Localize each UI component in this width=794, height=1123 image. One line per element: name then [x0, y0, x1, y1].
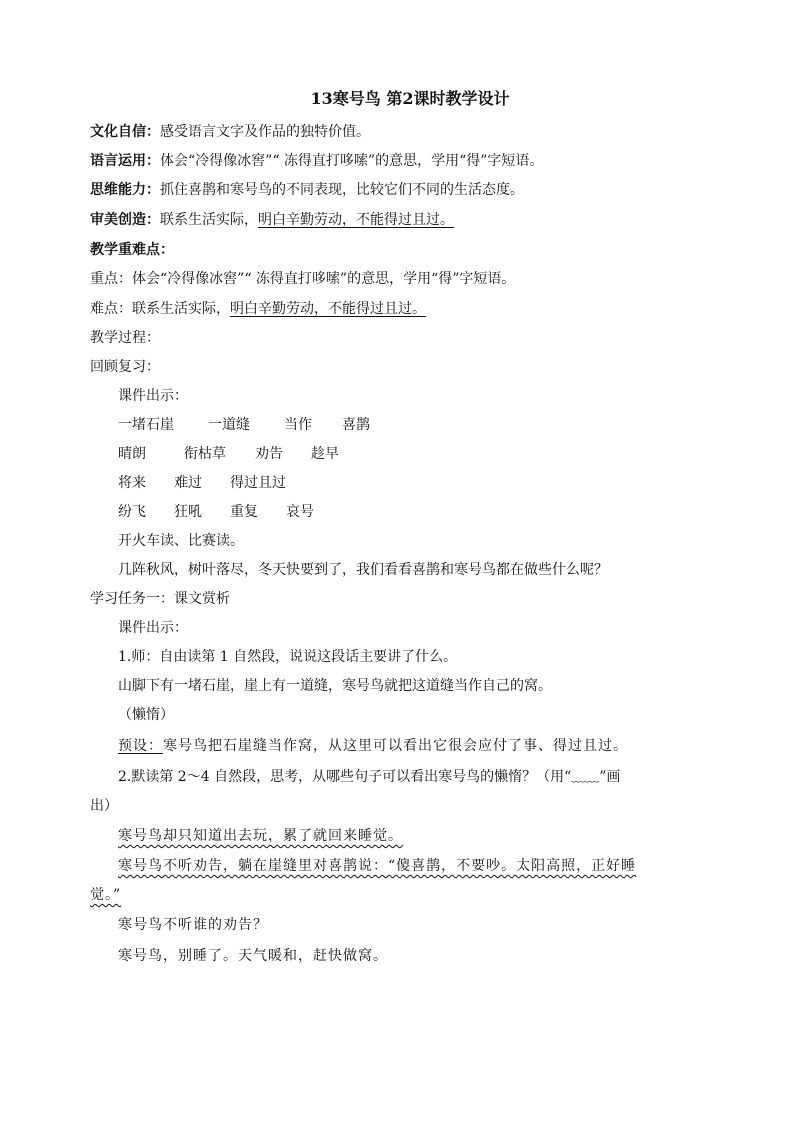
word-row: [90, 415, 730, 435]
question-1-text: 山脚下有一堵石崖，崖上有一道缝，寒号鸟就把这道缝当作自己的窝。: [118, 678, 552, 694]
quote-line: [90, 856, 730, 876]
preset-line: [90, 736, 730, 756]
wavy-mark-sample: ﹏﹏: [571, 769, 600, 785]
word-row: [90, 473, 730, 493]
question-1-answer-word: （懒惰）: [118, 707, 174, 723]
goal-text: 联系生活实际，: [160, 212, 258, 228]
keypoints-heading: 教学重难点：: [90, 242, 174, 258]
goal-thinking: [90, 180, 730, 200]
preset-label: 预设：: [118, 738, 163, 754]
difficulty-line: [90, 299, 730, 319]
question-3: 寒号鸟不听谁的劝告？: [118, 917, 268, 933]
process-heading: 教学过程：: [90, 330, 160, 346]
quote-line: [90, 826, 730, 846]
wavy-underlined-quote: 寒号鸟不听劝告，躺在崖缝里对喜鹊说：“傻喜鹊，不要吵。太阳高照，正好睡: [118, 858, 637, 874]
goal-label: 文化自信：: [90, 124, 160, 140]
vocab-word: 得过且过: [230, 475, 286, 491]
vocab-word: 纷飞: [118, 504, 146, 520]
review-heading: 回顾复习：: [90, 359, 160, 375]
goal-aesthetic: [90, 210, 730, 230]
vocab-word: 趁早: [311, 446, 339, 462]
answer-3: 寒号鸟，别睡了。天气暖和，赶快做窝。: [118, 948, 388, 964]
vocab-word: 劝告: [255, 446, 283, 462]
difficulty-text: 难点：联系生活实际，: [90, 301, 230, 317]
question-2-text: 2.默读第 2～4 自然段，思考，从哪些句子可以看出寒号鸟的懒惰？（用“: [118, 769, 572, 785]
quote-line: [90, 885, 730, 905]
vocab-word: 重复: [230, 504, 258, 520]
read-method: 开火车读、比赛读。: [118, 533, 244, 549]
courseware-label: 课件出示：: [118, 388, 188, 404]
goal-text: 感受语言文字及作品的独特价值。: [160, 124, 370, 140]
wavy-underlined-quote: 觉。”: [90, 887, 122, 903]
vocab-word: 晴朗: [118, 446, 146, 462]
keypoint-line: 重点：体会“冷得像冰窖”“ 冻得直打哆嗦”的意思，学用“得”字短语。: [90, 271, 516, 287]
question-2-continued: 出）: [90, 798, 118, 814]
goal-text: 抓住喜鹊和寒号鸟的不同表现，比较它们不同的生活态度。: [160, 182, 524, 198]
page-title: 13寒号鸟 第2课时教学设计: [310, 89, 510, 108]
goal-label: 思维能力：: [90, 182, 160, 198]
vocab-word: 将来: [118, 475, 146, 491]
goal-text: 体会“冷得像冰窖”“ 冻得直打哆嗦”的意思，学用“得”字短语。: [160, 153, 544, 169]
goal-label: 语言运用：: [90, 153, 160, 169]
vocab-word: 衔枯草: [184, 446, 226, 462]
vocab-word: 狂吼: [174, 504, 202, 520]
vocab-word: 难过: [174, 475, 202, 491]
question-2: [90, 767, 730, 787]
wavy-underlined-quote: 寒号鸟却只知道出去玩，累了就回来睡觉。: [118, 828, 403, 844]
courseware-label: 课件出示：: [118, 620, 188, 636]
vocab-word: 当作: [284, 417, 312, 433]
preset-text: 寒号鸟把石崖缝当作窝，从这里可以看出它很会应付了事、得过且过。: [163, 738, 628, 754]
goal-underlined-text: 明白辛勤劳动，不能得过且过。: [258, 212, 454, 228]
document-page: [90, 88, 730, 966]
vocab-word: 一道缝: [208, 417, 250, 433]
vocab-word: 一堵石崖: [118, 417, 174, 433]
goal-culture: [90, 122, 730, 142]
task1-heading: 学习任务一：课文赏析: [90, 591, 230, 607]
goal-language: [90, 151, 730, 171]
difficulty-underlined-text: 明白辛勤劳动，不能得过且过。: [230, 301, 426, 317]
vocab-word: 哀号: [286, 504, 314, 520]
word-row: [90, 502, 730, 522]
question-2-text-end: ”画: [599, 769, 621, 785]
word-row: [90, 444, 730, 464]
vocab-word: 喜鹊: [342, 417, 370, 433]
question-1: 1.师：自由读第 1 自然段，说说这段话主要讲了什么。: [118, 649, 458, 665]
goal-label: 审美创造：: [90, 212, 160, 228]
transition-text: 几阵秋风，树叶落尽，冬天快要到了，我们看看喜鹊和寒号鸟都在做些什么呢？: [118, 562, 608, 578]
